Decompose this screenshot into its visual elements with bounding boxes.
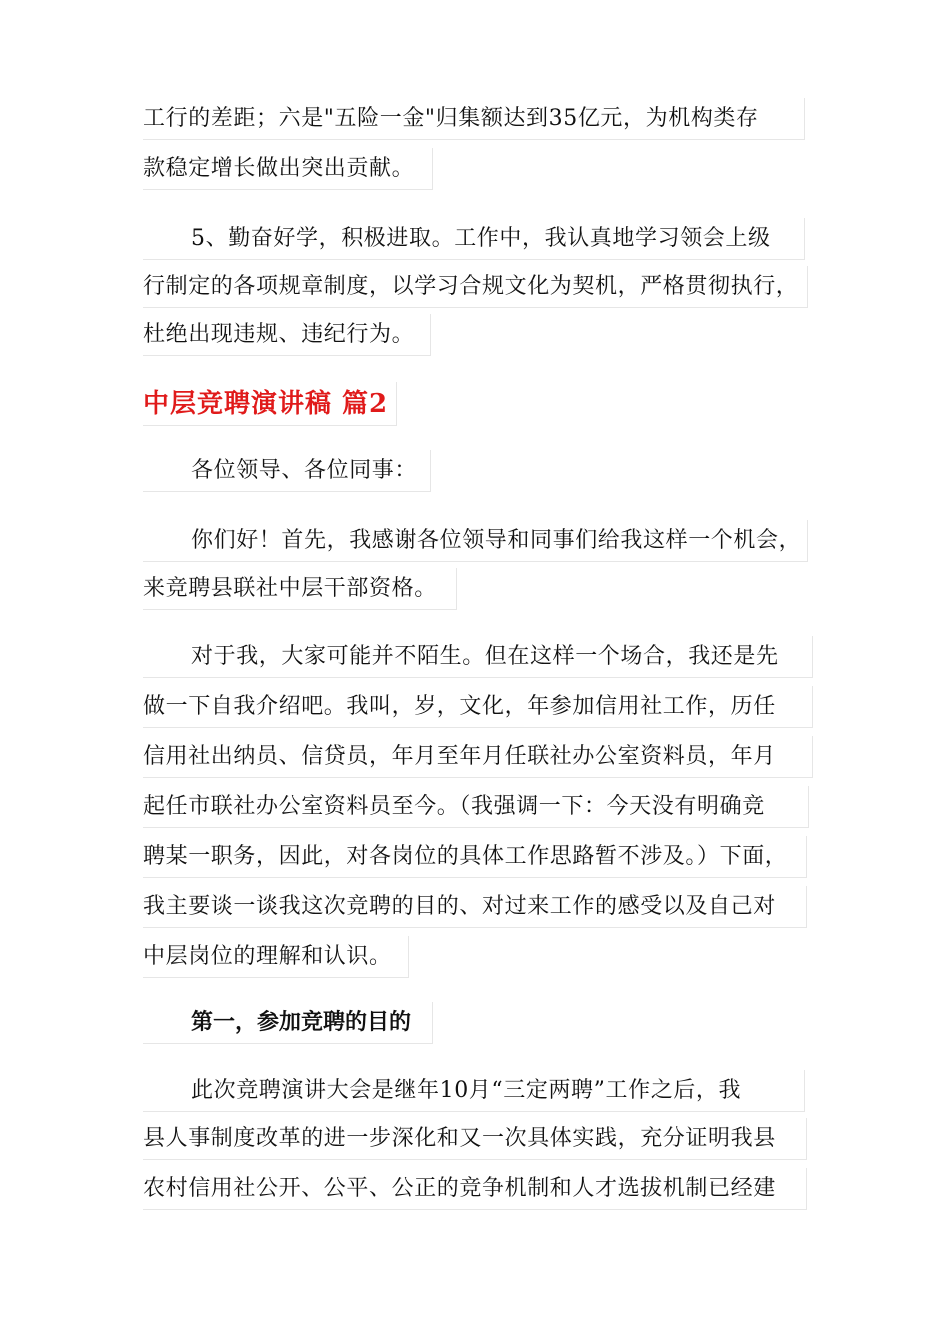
salutation-line: 各位领导、各位同事： <box>143 450 431 492</box>
paragraph-line: 对于我，大家可能并不陌生。但在这样一个场合，我还是先 <box>143 636 813 678</box>
paragraph-line: 款稳定增长做出突出贡献。 <box>143 148 433 190</box>
paragraph-line: 中层岗位的理解和认识。 <box>143 936 409 978</box>
paragraph-line: 做一下自我介绍吧。我叫，岁，文化，年参加信用社工作，历任 <box>143 686 813 728</box>
paragraph-line: 我主要谈一谈我这次竞聘的目的、对过来工作的感受以及自己对 <box>143 886 807 928</box>
paragraph-line: 5、勤奋好学，积极进取。工作中，我认真地学习领会上级 <box>143 218 805 260</box>
paragraph-line: 信用社出纳员、信贷员，年月至年月任联社办公室资料员，年月 <box>143 736 813 778</box>
paragraph-line: 来竞聘县联社中层干部资格。 <box>143 568 457 610</box>
section-title: 中层竞聘演讲稿 篇2 <box>143 382 397 426</box>
paragraph-line: 此次竞聘演讲大会是继年10月“三定两聘”工作之后，我 <box>143 1070 805 1112</box>
paragraph-line: 行制定的各项规章制度，以学习合规文化为契机，严格贯彻执行， <box>143 266 808 308</box>
paragraph-line: 县人事制度改革的进一步深化和又一次具体实践，充分证明我县 <box>143 1118 807 1160</box>
paragraph-line: 杜绝出现违规、违纪行为。 <box>143 314 431 356</box>
subheading: 第一，参加竞聘的目的 <box>143 1002 433 1044</box>
paragraph-line: 聘某一职务，因此，对各岗位的具体工作思路暂不涉及。）下面， <box>143 836 807 878</box>
paragraph-line: 农村信用社公开、公平、公正的竞争机制和人才选拔机制已经建 <box>143 1168 807 1210</box>
paragraph-line: 你们好！首先，我感谢各位领导和同事们给我这样一个机会， <box>143 520 808 562</box>
paragraph-line: 工行的差距；六是"五险一金"归集额达到35亿元，为机构类存 <box>143 98 805 140</box>
paragraph-line: 起任市联社办公室资料员至今。（我强调一下：今天没有明确竞 <box>143 786 809 828</box>
